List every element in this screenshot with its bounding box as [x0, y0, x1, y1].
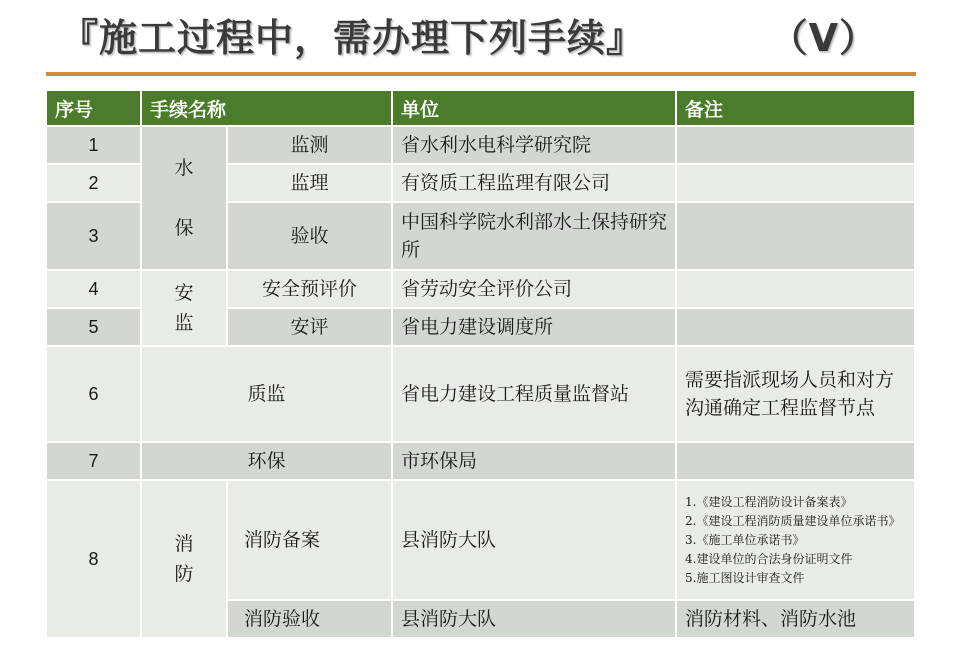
category-fire — [141, 480, 227, 638]
unit-cell: 市环保局 — [392, 442, 676, 480]
note-cell — [676, 308, 915, 346]
row-no: 2 — [46, 164, 141, 202]
row-no: 8 — [46, 480, 141, 638]
table-row — [46, 126, 915, 164]
category-char: 消 — [174, 533, 194, 555]
table-row — [46, 346, 915, 442]
unit-cell: 省水利水电科学研究院 — [392, 126, 676, 164]
note-cell — [676, 202, 915, 270]
title-main: 『施工过程中，需办理下列手续』 — [60, 16, 646, 60]
table-row — [46, 442, 915, 480]
table-row — [46, 480, 915, 600]
procedure-name: 监测 — [227, 126, 392, 164]
note-cell: 需要指派现场人员和对方沟通确定工程监督节点 — [676, 346, 915, 442]
note-cell — [676, 442, 915, 480]
row-no: 3 — [46, 202, 141, 270]
note-item: 2.《建设工程消防质量建设单位承诺书》 — [685, 513, 901, 528]
note-list — [676, 480, 915, 600]
procedure-name: 消防备案 — [227, 480, 392, 600]
header-note: 备注 — [676, 90, 915, 126]
note-cell: 消防材料、消防水池 — [676, 600, 915, 638]
slide-title — [50, 6, 910, 70]
unit-cell: 省电力建设调度所 — [392, 308, 676, 346]
procedures-table — [45, 89, 916, 639]
category-char: 保 — [174, 217, 194, 239]
procedure-name: 验收 — [227, 202, 392, 270]
procedure-name: 安全预评价 — [227, 270, 392, 308]
unit-cell: 省电力建设工程质量监督站 — [392, 346, 676, 442]
unit-cell: 县消防大队 — [392, 600, 676, 638]
procedure-name: 消防验收 — [227, 600, 392, 638]
note-item: 4.建设单位的合法身份证明文件 — [685, 551, 853, 566]
note-cell — [676, 270, 915, 308]
category-safety — [141, 270, 227, 346]
header-name: 手续名称 — [141, 90, 392, 126]
row-no: 5 — [46, 308, 141, 346]
unit-cell: 中国科学院水利部水土保持研究所 — [392, 202, 676, 270]
category-char: 防 — [174, 563, 194, 585]
note-cell — [676, 164, 915, 202]
title-divider — [46, 72, 916, 76]
unit-cell: 县消防大队 — [392, 480, 676, 600]
procedure-name: 环保 — [141, 442, 392, 480]
row-no: 1 — [46, 126, 141, 164]
procedure-name: 安评 — [227, 308, 392, 346]
header-unit: 单位 — [392, 90, 676, 126]
unit-cell: 有资质工程监理有限公司 — [392, 164, 676, 202]
category-char: 监 — [174, 312, 194, 334]
note-item: 3.《施工单位承诺书》 — [685, 532, 805, 547]
header-no: 序号 — [46, 90, 141, 126]
unit-cell: 省劳动安全评价公司 — [392, 270, 676, 308]
procedure-name: 监理 — [227, 164, 392, 202]
note-item: 1.《建设工程消防设计备案表》 — [685, 494, 853, 509]
table-header-row — [46, 90, 915, 126]
row-no: 7 — [46, 442, 141, 480]
procedure-name: 质监 — [141, 346, 392, 442]
category-char: 安 — [174, 282, 194, 304]
note-item: 5.施工图设计审查文件 — [685, 570, 805, 585]
category-water — [141, 126, 227, 270]
row-no: 6 — [46, 346, 141, 442]
table-row — [46, 270, 915, 308]
note-cell — [676, 126, 915, 164]
title-suffix: （V） — [769, 16, 878, 60]
row-no: 4 — [46, 270, 141, 308]
category-char: 水 — [174, 157, 194, 179]
